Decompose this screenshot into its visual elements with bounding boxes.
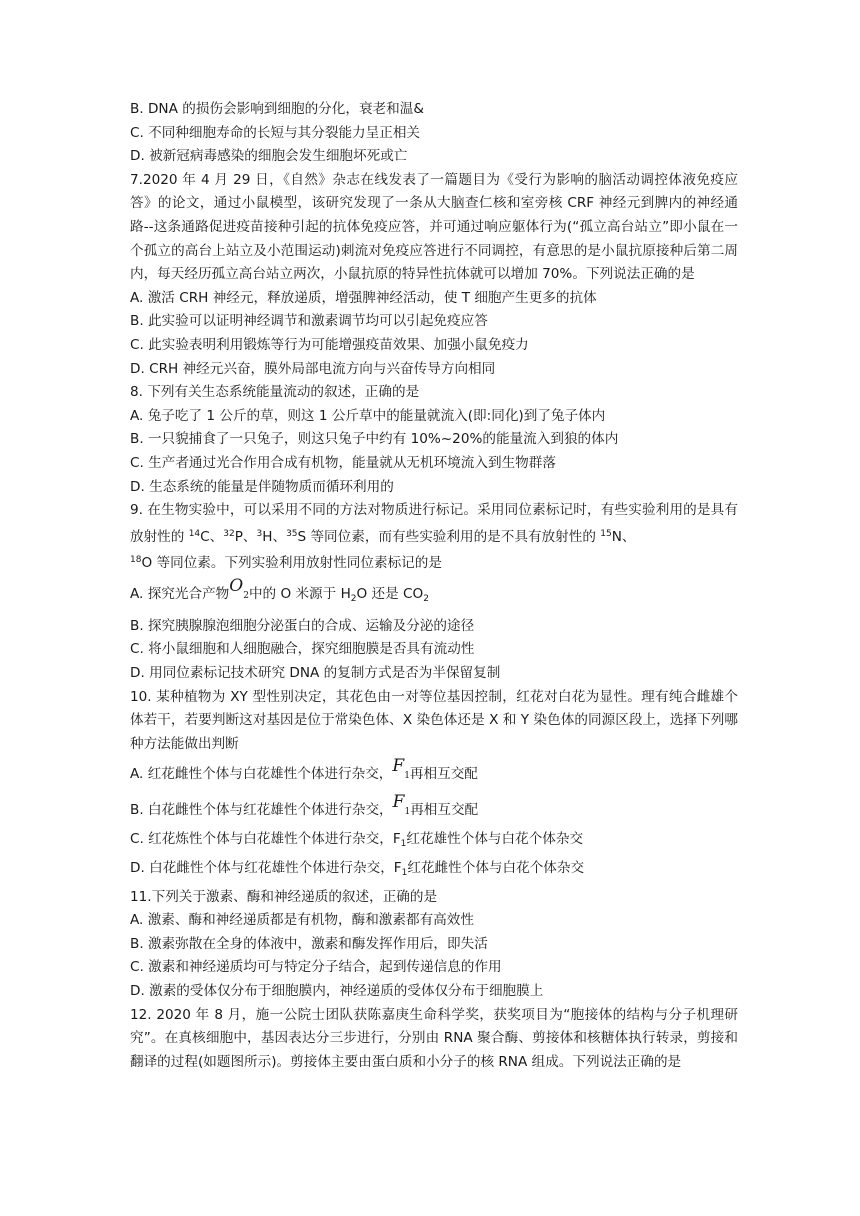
q10-option-a-prefix: A. 红花雌性个体与白花雄性个体进行杂交， bbox=[130, 766, 393, 783]
formula-f-a-sub: 1 bbox=[404, 771, 410, 782]
q9-option-a-prefix: A. 探究光合产物 bbox=[130, 585, 230, 602]
q9-option-d: D. 用同位素标记技术研究 DNA 的复制方式是否为半保留复制 bbox=[130, 665, 501, 682]
q10-option-a bbox=[130, 756, 738, 792]
q7-option-c: C. 此实验表明利用锻炼等行为可能增强疫苗效果、加强小鼠免疫力 bbox=[130, 336, 529, 353]
isotope-c-mass: 14 bbox=[188, 528, 201, 539]
isotope-n: N、 bbox=[611, 528, 636, 545]
q10-option-c-prefix: C. 红花炼性个体与白花雄性个体进行杂交，F bbox=[130, 831, 401, 848]
q11-stem: 11.下列关于激素、酶和神经递质的叙述，正确的是 bbox=[130, 888, 438, 905]
isotope-c: C、 bbox=[200, 528, 224, 545]
formula-o: O bbox=[229, 575, 244, 596]
q7-option-b: B. 此实验可以证明神经调节和激素调节均可以引起免疫应答 bbox=[130, 313, 488, 330]
h2o-sub: 2 bbox=[350, 593, 357, 604]
isotope-s: S 等同位素，而有些实验利用的是不具有放射性的 bbox=[297, 528, 601, 545]
q9-stem-part1: 9. 在生物实验中，可以采用不同的方法对物质进行标记。采用同位素标记时，有些实验利用的是具有放射性的 bbox=[130, 502, 738, 545]
q11-option-c: C. 激素和神经递质均可与特定分子结合，起到传递信息的作用 bbox=[130, 959, 502, 976]
q8-stem: 8. 下列有关生态系统能量流动的叙述，正确的是 bbox=[130, 384, 420, 401]
q9-option-a bbox=[130, 576, 738, 615]
q6-option-b: B. DNA 的损伤会影响到细胞的分化，衰老和温& bbox=[130, 101, 424, 117]
isotope-p: P、 bbox=[234, 528, 257, 545]
q10-option-c bbox=[130, 828, 738, 857]
q10-option-b bbox=[130, 792, 738, 828]
q7-option-d: D. CRH 神经元兴奋，膜外局部电流方向与兴奋传导方向相同 bbox=[130, 360, 496, 377]
formula-f-b-sub: 1 bbox=[404, 807, 411, 818]
formula-o2 bbox=[229, 575, 249, 601]
isotope-s-mass: 35 bbox=[286, 528, 298, 539]
isotope-h: H、 bbox=[262, 528, 287, 545]
f1-d-sub: 1 bbox=[401, 868, 408, 879]
q9-option-a-mid2: O 还是 CO bbox=[356, 585, 424, 602]
q11-option-a: A. 激素、酶和神经递质都是有机物，酶和激素都有高效性 bbox=[130, 912, 474, 929]
formula-o-sub: 2 bbox=[243, 590, 249, 601]
formula-f-a: F bbox=[392, 756, 405, 777]
isotope-h-mass: 3 bbox=[256, 528, 263, 539]
q9-stem-part2: O 等同位素。下列实验利用放射性同位素标记的是 bbox=[141, 555, 442, 572]
formula-f1-a bbox=[392, 756, 410, 782]
q12-stem: 12. 2020 年 8 月，施一公院士团队获陈嘉庚生命科学奖，获奖项目为“胞接体的结构与分子机理研究”。在真核细胞中，基因表达分三步进行，分别由 RNA 聚合酶、剪接体和核糖体执行转录，剪接和翻译的过程(如题图所示)。剪接体主要由蛋白质和小分子的核 RNA 组成。下列说法正确的是 bbox=[130, 1006, 738, 1070]
q9-stem bbox=[130, 499, 738, 576]
q8-option-a: A. 兔子吃了 1 公斤的草，则这 1 公斤草中的能量就流入(即:同化)到了兔子体内 bbox=[130, 407, 606, 424]
q10-option-d bbox=[130, 857, 738, 886]
q11-option-d: D. 激素的受体仅分布于细胞膜内，神经递质的受体仅分布于细胞膜上 bbox=[130, 983, 544, 999]
q8-option-b: B. 一只貌捕食了一只兔子，则这只兔子中约有 10%~20%的能量流入到狼的体内 bbox=[130, 431, 619, 448]
q10-option-a-suffix: 再相互交配 bbox=[409, 766, 478, 783]
formula-f-b: F bbox=[392, 792, 405, 813]
q6-option-d: D. 被新冠病毒感染的细胞会发生细胞坏死或亡 bbox=[130, 148, 408, 165]
q9-option-b: B. 探究胰腺腺泡细胞分泌蛋白的合成、运输及分泌的途径 bbox=[130, 617, 475, 634]
isotope-p-mass: 32 bbox=[223, 528, 235, 539]
q7-stem: 7.2020 年 4 月 29 日，《自然》杂志在线发表了一篇题目为《受行为影响的脑活动调控体液免疫应答》的论文，通过小鼠模型，该研究发现了一条从大脑查仁核和室旁核 CRF 神经元到脾内的神经通路--这条通路促进疫苗接种引起的抗体免疫应答，并可通过响应躯体行为(“孤立高台站立”即小鼠在一个孤立的高台上站立及小范围运动)刺流对免疫应答进行不同调控，有意思的是小鼠抗原接种后第二周内，每天经历孤立高台站立两次，小鼠抗原的特异性抗体就可以增加 70%。下列说法正确的是 bbox=[130, 171, 738, 283]
isotope-n-mass: 15 bbox=[600, 528, 612, 539]
q10-option-d-suffix: 红花雌性个体与白花个体杂交 bbox=[407, 860, 585, 877]
q7-option-a: A. 激活 CRH 神经元，释放递质，增强脾神经活动，使 T 细胞产生更多的抗体 bbox=[130, 289, 597, 306]
q10-option-b-suffix: 再相互交配 bbox=[410, 802, 479, 819]
co2-sub: 2 bbox=[423, 593, 429, 604]
q6-option-c: C. 不同种细胞寿命的长短与其分裂能力呈正相关 bbox=[130, 124, 421, 141]
f1-c-sub: 1 bbox=[400, 839, 407, 850]
isotope-o-mass: 18 bbox=[130, 555, 142, 566]
q11-option-b: B. 激素弥散在全身的体液中，激素和酶发挥作用后，即失活 bbox=[130, 935, 488, 952]
q10-option-c-suffix: 红花雄性个体与白花个体杂交 bbox=[406, 831, 584, 848]
q10-option-b-prefix: B. 白花雌性个体与红花雄性个体进行杂交， bbox=[130, 802, 393, 819]
q9-option-a-mid: 中的 O 米源于 H bbox=[248, 585, 351, 602]
q10-option-d-prefix: D. 白花雌性个体与红花雄性个体进行杂交，F bbox=[130, 860, 402, 877]
q8-option-c: C. 生产者通过光合作用合成有机物，能量就从无机环境流入到生物群落 bbox=[130, 454, 556, 471]
q8-option-d: D. 生态系统的能量是伴随物质而循环利用的 bbox=[130, 478, 394, 495]
q9-option-c: C. 将小鼠细胞和人细胞融合，探究细胞膜是否具有流动性 bbox=[130, 641, 475, 658]
formula-f1-b bbox=[392, 792, 411, 818]
q10-stem: 10. 某种植物为 XY 型性别决定，其花色由一对等位基因控制，红花对白花为显性。理有纯合雌雄个体若干，若要判断这对基因是位于常染色体、X 染色体还是 X 和 Y 染色体的同源区段上，选择下列哪种方法能做出判断 bbox=[130, 688, 738, 752]
